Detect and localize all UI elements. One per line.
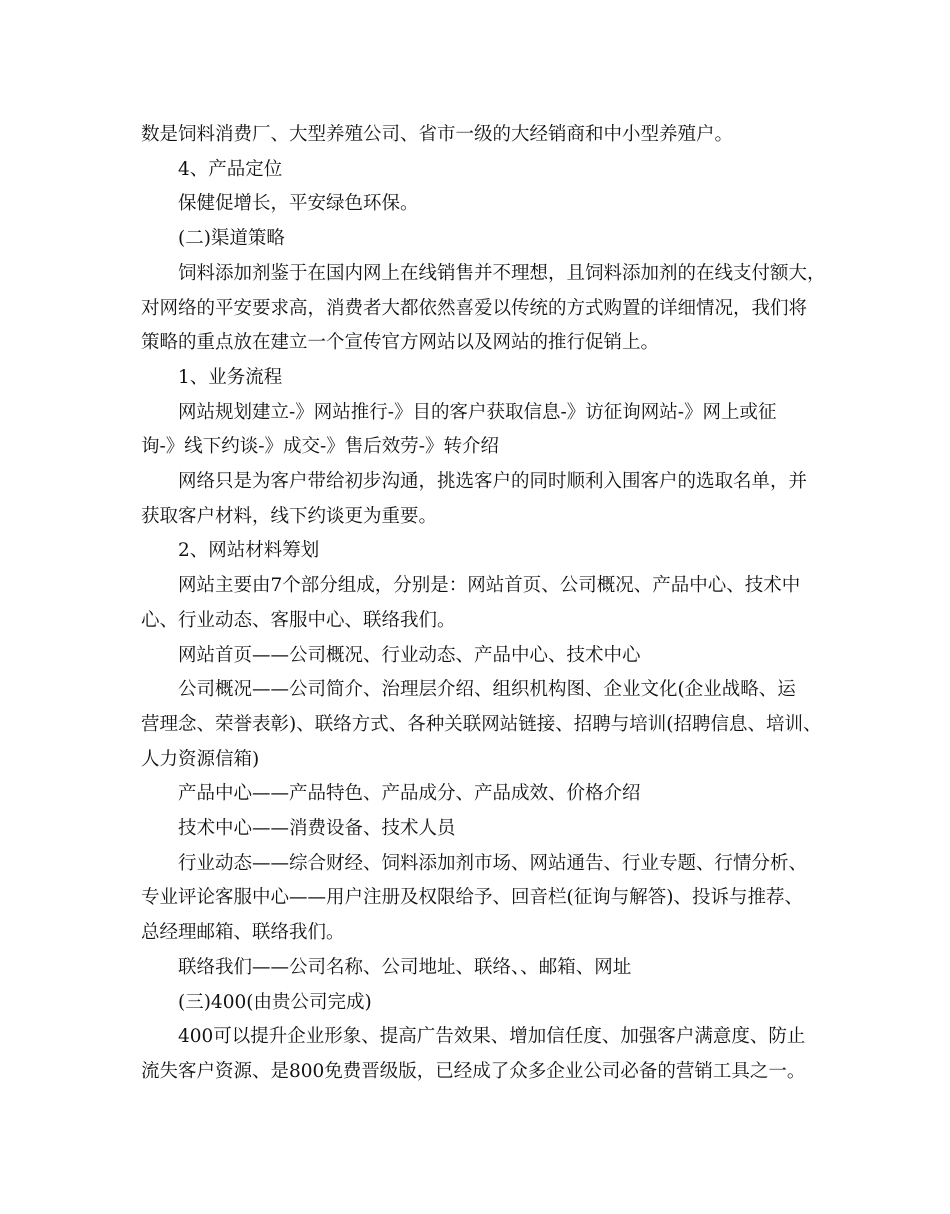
text-line: 对网络的平安要求高，消费者大都依然喜爱以传统的方式购置的详细情况，我们将 xyxy=(141,297,808,319)
text-line: 400可以提升企业形象、提高广告效果、增加信任度、加强客户满意度、防止 xyxy=(178,1026,806,1048)
text-line: (二)渠道策略 xyxy=(178,228,285,250)
text-line: 询-》线下约谈-》成交-》售后效劳-》转介绍 xyxy=(141,436,500,458)
text-line: 策略的重点放在建立一个宣传官方网站以及网站的推行促销上。 xyxy=(141,332,660,354)
text-line: 心、行业动态、客服中心、联络我们。 xyxy=(141,609,456,631)
text-line: (三)400(由贵公司完成) xyxy=(178,991,372,1013)
document-body xyxy=(141,118,831,1090)
text-line: 4、产品定位 xyxy=(178,158,283,180)
text-line: 网站规划建立-》网站推行-》目的客户获取信息-》访征询网站-》网上或征 xyxy=(178,401,777,423)
text-line: 保健促增长，平安绿色环保。 xyxy=(178,193,419,215)
text-line: 网站主要由7个部分组成，分别是：网站首页、公司概况、产品中心、技术中 xyxy=(178,575,801,597)
text-line: 行业动态——综合财经、饲料添加剂市场、网站通告、行业专题、行情分析、 xyxy=(178,852,808,874)
text-line: 获取客户材料，线下约谈更为重要。 xyxy=(141,505,438,527)
text-line: 公司概况——公司简介、治理层介绍、组织机构图、企业文化(企业战略、运 xyxy=(178,679,796,701)
text-line: 技术中心——消费设备、技术人员 xyxy=(178,818,456,840)
text-line: 网站首页——公司概况、行业动态、产品中心、技术中心 xyxy=(178,644,641,666)
text-line: 营理念、荣誉表彰)、联络方式、各种关联网站链接、招聘与培训(招聘信息、培训、 xyxy=(141,713,822,735)
text-line: 网络只是为客户带给初步沟通，挑选客户的同时顺利入围客户的选取名单，并 xyxy=(178,471,808,493)
text-line: 1、业务流程 xyxy=(178,366,283,388)
text-line: 联络我们——公司名称、公司地址、联络、、邮箱、网址 xyxy=(178,956,632,978)
text-line: 数是饲料消费厂、大型养殖公司、省市一级的大经销商和中小型养殖户。 xyxy=(141,124,734,145)
text-line: 2、网站材料筹划 xyxy=(178,540,320,562)
text-line: 产品中心——产品特色、产品成分、产品成效、价格介绍 xyxy=(178,783,641,805)
text-line: 总经理邮箱、联络我们。 xyxy=(141,922,345,944)
text-line: 专业评论客服中心——用户注册及权限给予、回音栏(征询与解答)、投诉与推荐、 xyxy=(141,887,803,909)
text-line: 人力资源信箱) xyxy=(141,748,260,770)
text-line: 流失客户资源、是800免费晋级版，已经成了众多企业公司必备的营销工具之一。 xyxy=(141,1060,806,1082)
text-line: 饲料添加剂鉴于在国内网上在线销售并不理想，且饲料添加剂的在线支付额大， xyxy=(178,262,826,284)
